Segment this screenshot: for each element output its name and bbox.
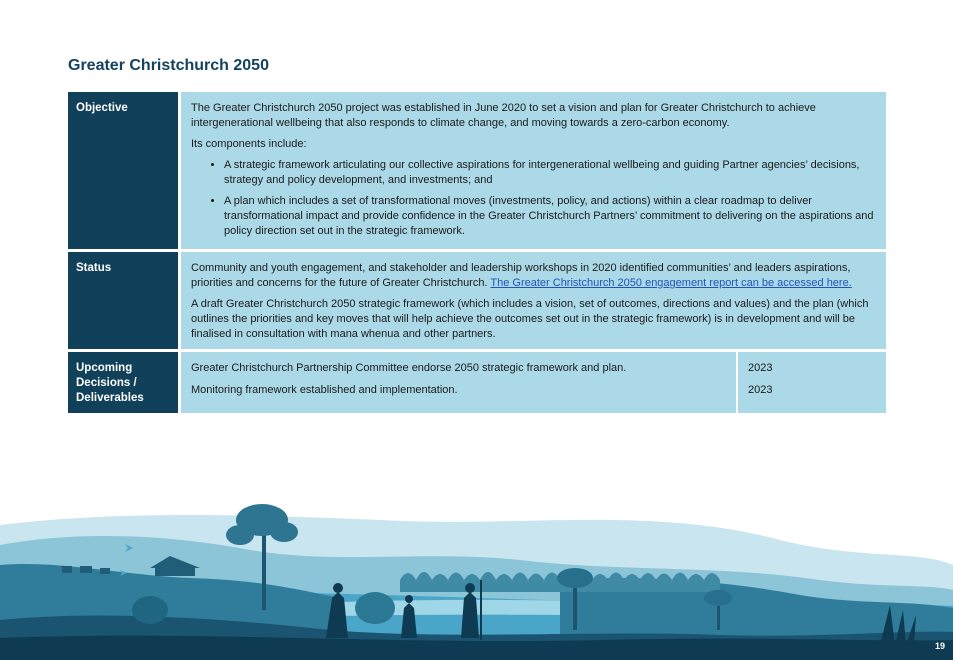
deliverable-item: Monitoring framework established and implementation. [191,384,458,396]
deliverable-year: 2023 [748,384,773,396]
engagement-report-link[interactable]: The Greater Christchurch 2050 engagement report can be accessed here. [490,277,852,289]
status-content [181,252,886,349]
objective-content [181,92,886,249]
deliverable-year: 2023 [748,362,773,374]
year-column [738,352,886,413]
objective-label: Objective [68,92,178,249]
page-title: Greater Christchurch 2050 [68,57,269,74]
components-list [191,158,876,239]
list-item: • A strategic framework articulating our collective aspirations for intergenerational wellbeing and guiding Partner agencies’ decisions, strategy and policy development, and investments; and [224,158,876,188]
info-table [68,92,886,416]
deliverable-item: Greater Christchurch Partnership Committee endorse 2050 strategic framework and plan. [191,362,627,374]
objective-row [68,92,886,249]
list-item: • A plan which includes a set of transformational moves (investments, policy, and actions) within a clear roadmap to deliver transformational impact and provide confidence in the Greater Christchurch Partners’ commitment to delivering on the aspirations and policy direction set out in the strategic framework. [224,194,876,239]
deliverables-column [181,352,736,413]
landscape-illustration [0,480,953,660]
upcoming-row [68,352,886,413]
status-paragraph-1 [191,261,876,291]
status-label: Status [68,252,178,349]
page-number: 19 [934,641,945,651]
objective-intro: The Greater Christchurch 2050 project was established in June 2020 to set a vision and plan for Greater Christchurch to achieve intergenerational wellbeing that also responds to climate change, and moving towards a zero-carbon economy. [191,102,816,129]
components-heading: Its components include: [191,138,307,150]
upcoming-content [181,352,886,413]
upcoming-label: Upcoming Decisions / Deliverables [68,352,178,413]
status-paragraph-2: A draft Greater Christchurch 2050 strategic framework (which includes a vision, set of outcomes, directions and values) and the plan (which outlines the priorities and key moves that will help achieve the outcomes set out in the strategic framework) is in development and will be finalised in consultation with mana whenua and other partners. [191,298,869,340]
status-row [68,252,886,349]
status-text: Community and youth engagement, and stakeholder and leadership workshops in 2020 identified communities’ and leaders aspirations, priorities and concerns for the future of Greater Christchurch. [191,262,851,289]
